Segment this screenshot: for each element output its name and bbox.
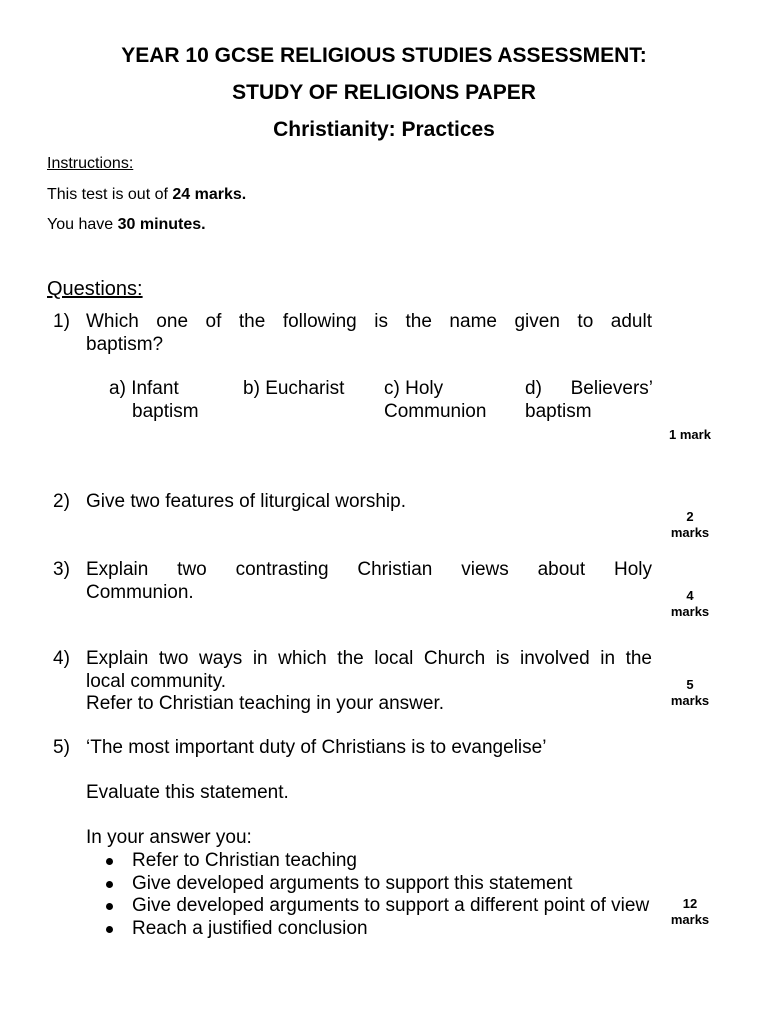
option-text-line-1: Holy (405, 378, 444, 399)
list-item: Refer to Christian teaching (86, 850, 652, 873)
instructions-time-prefix: You have (47, 216, 118, 233)
option-text-line-2: Communion (384, 400, 487, 422)
instructions-marks-line (47, 185, 246, 205)
instructions-marks-prefix: This test is out of (47, 186, 173, 203)
question-text-line-1: Which one of the following is the name given to adult (86, 311, 652, 332)
question-5-bullet-list (86, 850, 652, 940)
question-number: 4) (53, 648, 70, 669)
question-statement: ‘The most important duty of Christians is to evangelise’ (86, 737, 547, 758)
question-5-instruction: Evaluate this statement. (86, 782, 289, 803)
instructions-total-marks: 24 marks. (172, 186, 247, 203)
question-number: 5) (53, 737, 70, 758)
option-text-line-1: Eucharist (265, 378, 345, 399)
marks-unit: marks (670, 524, 710, 540)
question-4-marks (660, 677, 720, 708)
page-title-line-2: STUDY OF RELIGIONS PAPER (232, 81, 536, 104)
option-d (525, 378, 653, 423)
question-text-line-1: Explain two contrasting Christian views about Holy (86, 559, 652, 580)
question-5-marks (660, 896, 720, 927)
question-number: 2) (53, 491, 70, 512)
option-text-line-1: Infant (131, 378, 179, 399)
option-label: a) (109, 378, 126, 399)
question-text-line-2: baptism? (86, 333, 164, 355)
question-text-line-1: Explain two ways in which the local Church is involved in the (86, 648, 652, 669)
marks-value: 4 (686, 588, 694, 603)
option-text-line-1: Believers’ (570, 378, 653, 399)
marks-unit: marks (670, 603, 710, 619)
option-c (384, 378, 486, 423)
option-b (243, 378, 344, 401)
question-text-line-1: Give two features of liturgical worship. (86, 491, 406, 512)
instructions-time-limit: 30 minutes. (117, 216, 206, 233)
question-3-marks (660, 588, 720, 619)
question-number: 3) (53, 559, 70, 580)
marks-value: 5 (686, 677, 694, 692)
option-label: b) (243, 378, 260, 399)
question-2-marks (660, 509, 720, 540)
marks-value: 12 (682, 896, 698, 911)
instructions-heading: Instructions: (47, 155, 134, 172)
page-title-line-1: YEAR 10 GCSE RELIGIOUS STUDIES ASSESSMENT: (121, 44, 647, 67)
question-1-marks: 1 mark (669, 427, 711, 442)
question-text-line-2: local community. (86, 670, 227, 692)
option-label: d) (525, 378, 542, 399)
option-text-line-2: baptism (525, 400, 592, 422)
page-subtitle: Christianity: Practices (273, 118, 495, 141)
questions-heading: Questions: (47, 278, 143, 300)
list-item: Give developed arguments to support this statement (86, 873, 652, 896)
option-text-line-2: baptism (132, 400, 199, 422)
option-a (109, 378, 199, 423)
question-text-line-3: Refer to Christian teaching in your answer. (86, 693, 445, 714)
question-5-answer-intro: In your answer you: (86, 827, 252, 848)
list-item: Give developed arguments to support a different point of view (86, 895, 652, 918)
list-item: Reach a justified conclusion (86, 918, 652, 941)
marks-unit: marks (670, 692, 710, 708)
question-number: 1) (53, 311, 70, 332)
instructions-time-line (47, 215, 206, 235)
marks-unit: marks (670, 911, 710, 927)
option-label: c) (384, 378, 400, 399)
marks-value: 2 (686, 509, 694, 524)
question-text-line-2: Communion. (86, 581, 194, 603)
